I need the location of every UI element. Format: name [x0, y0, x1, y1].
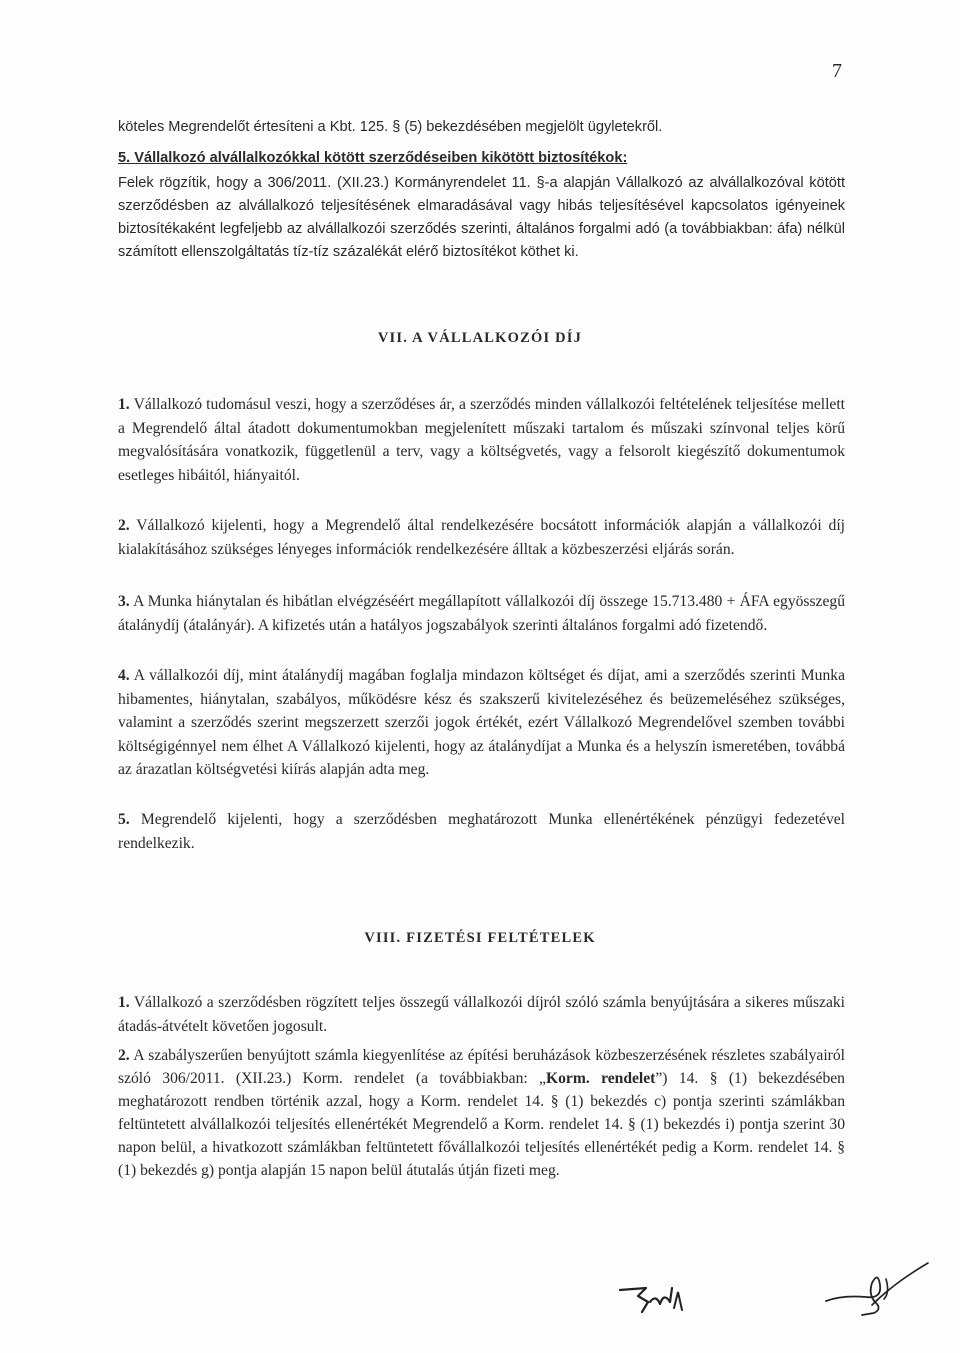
- vii-paragraph-4-number: 4.: [118, 667, 130, 684]
- vii-paragraph-1-text: Vállalkozó tudomásul veszi, hogy a szerződéses ár, a szerződés minden vállalkozói feltételének teljesítése mellett a Megrendelő által átadott dokumentumokban megjelenített műszaki tartalom és műszaki színvonal teljes körű megvalósítására vonatkozik, függetlenül a terv, vagy a költségvetés, vagy a felsorolt kiegészítő dokumentumok esetleges hibáitól, hiányaitól.: [118, 396, 845, 484]
- section-5-heading: 5. Vállalkozó alvállalkozókkal kötött szerződéseiben kikötött biztosítékok:: [118, 150, 628, 166]
- vii-paragraph-1-number: 1.: [118, 396, 130, 413]
- viii-paragraph-2: [118, 1044, 845, 1182]
- vii-paragraph-1: [118, 393, 845, 487]
- vii-paragraph-2: [118, 514, 845, 561]
- vii-paragraph-4: [118, 664, 845, 782]
- signature-1: [612, 1262, 702, 1322]
- viii-paragraph-2-defined-term: Korm. rendelet: [545, 1070, 656, 1087]
- viii-paragraph-1-text: Vállalkozó a szerződésben rögzített teljes összegű vállalkozói díjról szóló számla benyújtására a sikeres műszaki átadás-átvételt követően jogosult.: [118, 994, 846, 1035]
- intro-paragraph: köteles Megrendelőt értesíteni a Kbt. 125. § (5) bekezdésében megjelölt ügyletekről.: [118, 119, 663, 135]
- viii-paragraph-1-number: 1.: [118, 994, 130, 1011]
- section-5-paragraph: Felek rögzítik, hogy a 306/2011. (XII.23.) Kormányrendelet 11. §-a alapján Vállalkozó az alvállalkozóval kötött szerződésben az alvállalkozó teljesítésének elmaradásával vagy hibás teljesítésével kapcsolatos igényeinek biztosítékaként legfeljebb az alvállalkozói szerződés szerinti, általános forgalmi adó (a továbbiakban: áfa) nélkül számított ellenszolgáltatás tíz-tíz százalékát elérő biztosítékot köthet ki.: [118, 175, 845, 260]
- section-vii-heading: VII. A VÁLLALKOZÓI DÍJ: [377, 330, 583, 346]
- vii-paragraph-3-number: 3.: [118, 593, 130, 610]
- vii-paragraph-4-text: A vállalkozói díj, mint átalánydíj magában foglalja mindazon költséget és díjat, ami a szerződés szerinti Munka hibamentes, hiánytalan, szabályos, működésre kész és szakszerű kivitelezéséhez és beüzemeléséhez szükséges, valamint a szerződés szerint megszerzett szerzői jogok értékét, ezért Vállalkozó Megrendelővel szemben további költségigénnyel nem élhet A Vállalkozó kijelenti, hogy az átalánydíjat a Munka és a helyszín ismeretében, továbbá az árazatlan költségvetési kiírás alapján adta meg.: [118, 667, 845, 778]
- viii-paragraph-1: [118, 991, 845, 1038]
- viii-paragraph-2-number: 2.: [118, 1047, 130, 1064]
- page-number: 7: [832, 60, 842, 82]
- vii-paragraph-5-text: Megrendelő kijelenti, hogy a szerződésben meghatározott Munka ellenértékének pénzügyi fedezetével rendelkezik.: [118, 811, 845, 852]
- vii-paragraph-2-number: 2.: [118, 517, 130, 534]
- viii-paragraph-2-text-b: ”) 14. § (1) bekezdésében meghatározott rendben történik azzal, hogy a Korm. rendelet 14. § (1) bekezdés c) pontja szerinti számlákban feltüntetett alvállalkozói teljesítés ellenértékét Megrendelő a Korm. rendelet 14. § (1) bekezdés i) pontja szerint 30 napon belül, a hivatkozott számlákban feltüntetett fővállalkozói teljesítés ellenértékét pedig a Korm. rendelet 14. § (1) bekezdés g) pontja alapján 15 napon belül átutalás útján fizeti meg.: [118, 1070, 845, 1179]
- viii-paragraph-2-text-a: A szabályszerűen benyújtott számla kiegyenlítése az építési beruházások közbeszerzésének részletes szabályairól szóló 306/2011. (XII.23.) Korm. rendelet (a továbbiakban: „: [118, 1047, 845, 1087]
- vii-paragraph-2-text: Vállalkozó kijelenti, hogy a Megrendelő által rendelkezésére bocsátott információk alapján a vállalkozói díj kialakításához szükséges lényeges információk rendelkezésére álltak a közbeszerzési eljárás során.: [118, 517, 845, 558]
- signature-2: [822, 1255, 934, 1325]
- vii-paragraph-3: [118, 590, 845, 637]
- vii-paragraph-3-text: A Munka hiánytalan és hibátlan elvégzéséért megállapított vállalkozói díj összege 15.713.480 + ÁFA egyösszegű átalánydíj (átalányár). A kifizetés után a hatályos jogszabályok szerinti általános forgalmi adó fizetendő.: [118, 593, 845, 634]
- vii-paragraph-5-number: 5.: [118, 811, 130, 828]
- section-viii-heading: VIII. FIZETÉSI FELTÉTELEK: [364, 930, 596, 946]
- vii-paragraph-5: [118, 808, 845, 855]
